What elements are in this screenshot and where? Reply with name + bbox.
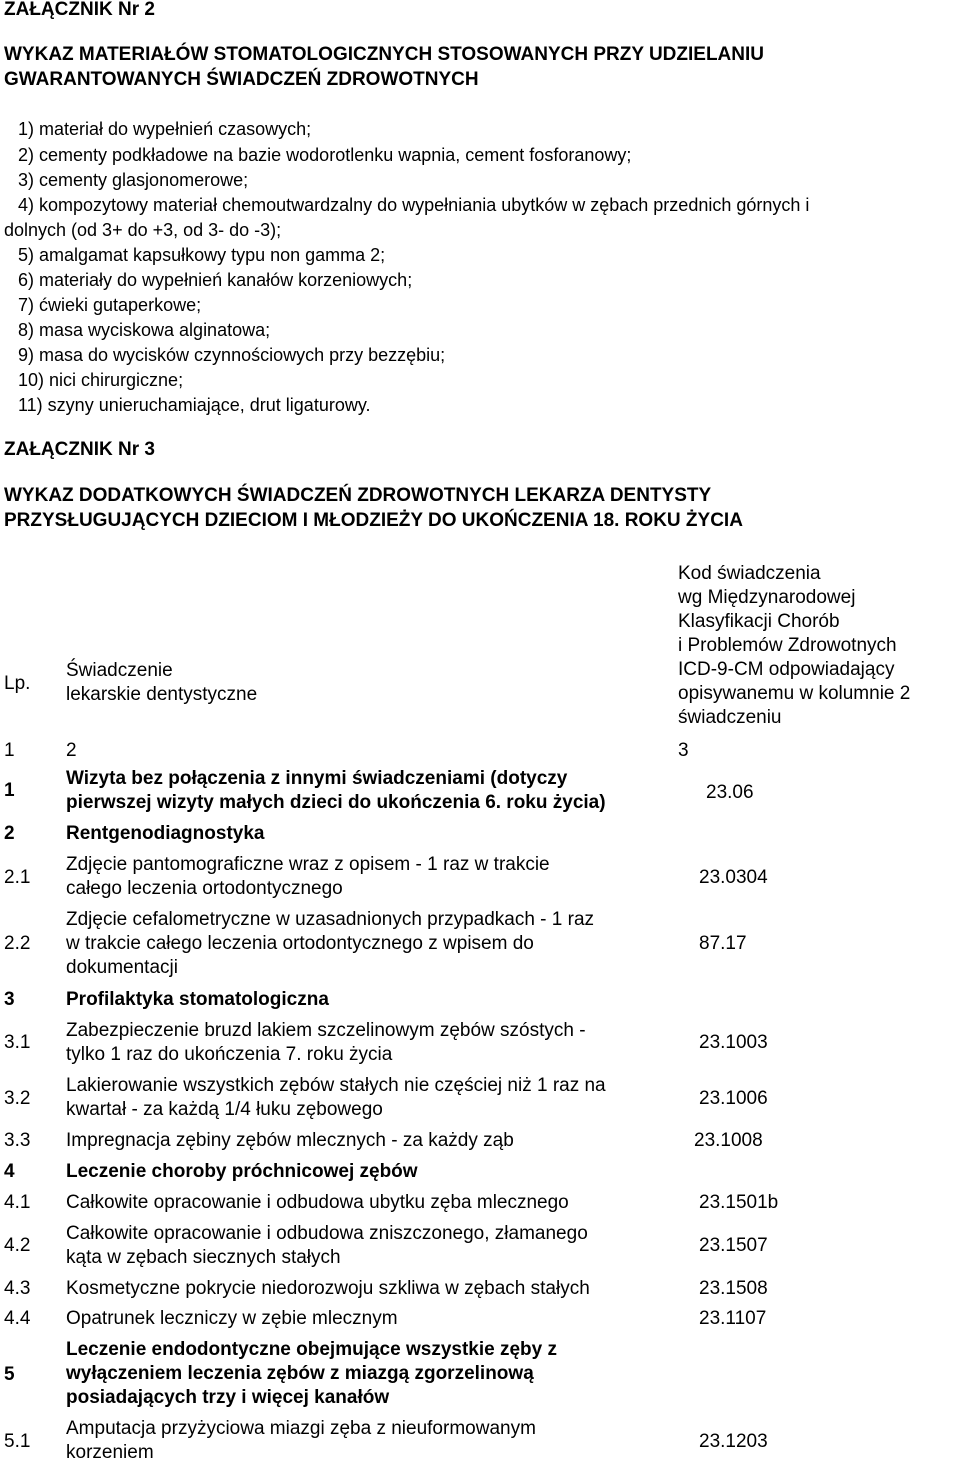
row-description-line: kwartał - za każdą 1/4 łuku zębowego [66, 1099, 383, 1120]
row-lp: 5.1 [4, 1431, 31, 1452]
row-code: 23.1006 [699, 1088, 768, 1109]
row-description-line: pierwszej wizyty małych dzieci do ukończenia 6. roku życia) [66, 792, 606, 813]
row-description-line: Leczenie endodontyczne obejmujące wszystkie zęby z [66, 1339, 557, 1360]
row-lp: 2.2 [4, 933, 31, 954]
row-code: 23.1203 [699, 1431, 768, 1452]
row-code: 87.17 [699, 933, 747, 954]
row-lp: 3.1 [4, 1032, 31, 1053]
annex3-heading-line2: PRZYSŁUGUJĄCYCH DZIECIOM I MŁODZIEŻY DO UKOŃCZENIA 18. ROKU ŻYCIA [4, 510, 743, 531]
column-header-code-line: Klasyfikacji Chorób [678, 611, 840, 632]
list-item: 2) cementy podkładowe na bazie wodorotlenku wapnia, cement fosforanowy; [18, 145, 632, 165]
row-code: 23.1003 [699, 1032, 768, 1053]
row-code: 23.06 [706, 782, 754, 803]
annex2-heading-line2: GWARANTOWANYCH ŚWIADCZEŃ ZDROWOTNYCH [4, 69, 479, 90]
row-description-line: całego leczenia ortodontycznego [66, 878, 343, 899]
row-description-line: korzeniem [66, 1442, 154, 1463]
row-lp: 5 [4, 1364, 15, 1385]
row-description [66, 1074, 606, 1122]
row-code: 23.1501b [699, 1192, 779, 1213]
list-item: 11) szyny unieruchamiające, drut ligaturowy. [18, 395, 371, 415]
row-description [66, 908, 594, 980]
column-header-service-line: lekarskie dentystyczne [66, 684, 258, 705]
row-description-line: w trakcie całego leczenia ortodontycznego z wpisem do [66, 933, 534, 954]
annex2-heading-line1: WYKAZ MATERIAŁÓW STOMATOLOGICZNYCH STOSOWANYCH PRZY UDZIELANIU [4, 44, 764, 65]
row-description: Leczenie choroby próchnicowej zębów [66, 1161, 418, 1182]
row-description-line: dokumentacji [66, 957, 178, 978]
row-lp: 3 [4, 989, 15, 1010]
row-description-line: Amputacja przyżyciowa miazgi zęba z nieuformowanym [66, 1418, 536, 1439]
row-description-line: Zabezpieczenie bruzd lakiem szczelinowym zębów szóstych - [66, 1020, 586, 1041]
row-description: Opatrunek leczniczy w zębie mlecznym [66, 1308, 398, 1329]
row-description [66, 1019, 586, 1067]
row-lp: 3.3 [4, 1130, 31, 1151]
column-header-code-line: wg Międzynarodowej [678, 587, 856, 608]
row-description-line: kąta w zębach siecznych stałych [66, 1247, 341, 1268]
row-code: 23.1008 [694, 1130, 763, 1151]
row-description-line: Wizyta bez połączenia z innymi świadczeniami (dotyczy [66, 768, 568, 789]
row-description: Profilaktyka stomatologiczna [66, 989, 329, 1010]
row-description-line: Zdjęcie pantomograficzne wraz z opisem - 1 raz w trakcie [66, 854, 550, 875]
list-item: 9) masa do wycisków czynnościowych przy bezzębiu; [18, 345, 446, 365]
row-description [66, 767, 606, 815]
list-item: 3) cementy glasjonomerowe; [18, 170, 249, 190]
annex3-heading-line1: WYKAZ DODATKOWYCH ŚWIADCZEŃ ZDROWOTNYCH LEKARZA DENTYSTY [4, 485, 712, 506]
row-code: 23.1107 [699, 1308, 767, 1329]
row-code: 23.0304 [699, 867, 768, 888]
row-description [66, 1222, 588, 1270]
column-number: 3 [678, 740, 689, 761]
list-item: 10) nici chirurgiczne; [18, 370, 184, 390]
row-description-line: Lakierowanie wszystkich zębów stałych nie częściej niż 1 raz na [66, 1075, 606, 1096]
column-header-code-line: opisywanemu w kolumnie 2 [678, 683, 911, 704]
row-description [66, 1417, 536, 1465]
row-lp: 4 [4, 1161, 15, 1182]
list-item: 7) ćwieki gutaperkowe; [18, 295, 202, 315]
row-description [66, 1338, 557, 1410]
row-description-line: Całkowite opracowanie i odbudowa zniszczonego, złamanego [66, 1223, 588, 1244]
row-lp: 4.1 [4, 1192, 31, 1213]
row-description: Rentgenodiagnostyka [66, 823, 265, 844]
row-code: 23.1507 [699, 1235, 768, 1256]
row-lp: 2 [4, 823, 15, 844]
column-header-code [678, 562, 910, 730]
row-lp: 2.1 [4, 867, 31, 888]
row-description-line: posiadających trzy i więcej kanałów [66, 1387, 390, 1408]
list-item-continuation: dolnych (od 3+ do +3, od 3- do -3); [4, 220, 282, 240]
row-lp: 4.2 [4, 1235, 31, 1256]
column-header-code-line: ICD-9-CM odpowiadający [678, 659, 895, 680]
column-header-code-line: Kod świadczenia [678, 563, 821, 584]
row-lp: 3.2 [4, 1088, 31, 1109]
annex3-title: ZAŁĄCZNIK Nr 3 [4, 439, 155, 460]
list-item: 4) kompozytowy materiał chemoutwardzalny do wypełniania ubytków w zębach przednich górnych i [18, 195, 810, 215]
row-lp: 4.4 [4, 1308, 31, 1329]
row-description-line: tylko 1 raz do ukończenia 7. roku życia [66, 1044, 393, 1065]
list-item: 1) materiał do wypełnień czasowych; [18, 119, 312, 139]
row-lp: 1 [4, 780, 15, 801]
column-header-lp: Lp. [4, 673, 31, 694]
row-description-line: Zdjęcie cefalometryczne w uzasadnionych przypadkach - 1 raz [66, 909, 595, 930]
list-item: 8) masa wyciskowa alginatowa; [18, 320, 271, 340]
row-description: Kosmetyczne pokrycie niedorozwoju szkliwa w zębach stałych [66, 1278, 590, 1299]
row-description: Całkowite opracowanie i odbudowa ubytku zęba mlecznego [66, 1192, 569, 1213]
row-description [66, 853, 550, 901]
column-header-code-line: świadczeniu [678, 707, 782, 728]
row-description-line: wyłączeniem leczenia zębów z miazgą zgorzelinową [66, 1363, 534, 1384]
list-item: 6) materiały do wypełnień kanałów korzeniowych; [18, 270, 413, 290]
column-number: 2 [66, 740, 77, 761]
row-lp: 4.3 [4, 1278, 31, 1299]
annex2-title: ZAŁĄCZNIK Nr 2 [4, 0, 155, 20]
column-header-service-line: Świadczenie [66, 660, 173, 681]
column-header-service [66, 659, 257, 707]
row-description: Impregnacja zębiny zębów mlecznych - za każdy ząb [66, 1130, 514, 1151]
list-item: 5) amalgamat kapsułkowy typu non gamma 2; [18, 245, 386, 265]
column-header-code-line: i Problemów Zdrowotnych [678, 635, 897, 656]
row-code: 23.1508 [699, 1278, 768, 1299]
column-number: 1 [4, 740, 15, 761]
